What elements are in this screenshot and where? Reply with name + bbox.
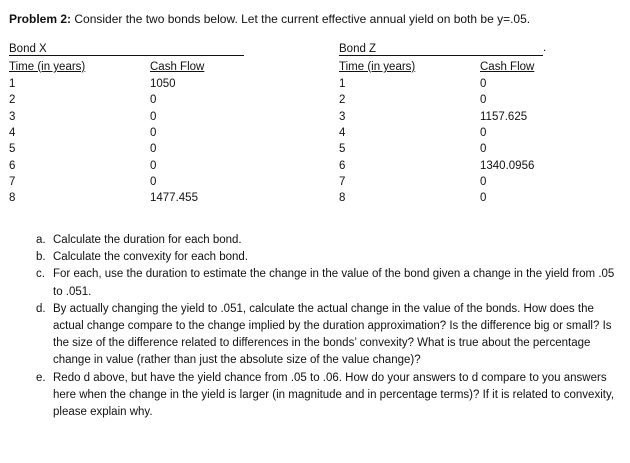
problem-text: Consider the two bonds below. Let the current effective annual yield on both be y=.05. xyxy=(71,12,531,26)
bond-z-time-cell: 8 xyxy=(339,192,346,205)
bond-z-cash-cell: 0 xyxy=(480,94,487,107)
bond-z-title: Bond Z xyxy=(339,43,377,55)
bond-x-title: Bond X xyxy=(9,43,47,55)
bond-x-cash-cell: 0 xyxy=(150,110,157,123)
bond-x-time-cell: 8 xyxy=(9,192,16,205)
question-letter: d. xyxy=(36,302,46,315)
bond-x-cash-cell: 0 xyxy=(150,126,157,139)
bond-x-cash-cell: 0 xyxy=(150,94,157,107)
bond-x-cash-cell: 1050 xyxy=(150,78,176,90)
bond-x-time-cell: 5 xyxy=(9,143,16,156)
question-text: Calculate the convexity for each bond. xyxy=(53,251,248,264)
bond-x-cash-cell: 1477.455 xyxy=(150,192,198,205)
question-text: For each, use the duration to estimate the change in the value of the bond given a change in the yield from .05 to .051. xyxy=(53,268,615,298)
bond-z-time-cell: 5 xyxy=(339,143,346,156)
bond-x-time-cell: 4 xyxy=(9,126,16,139)
bond-x-cash-cell: 0 xyxy=(150,159,157,172)
bond-z-rule xyxy=(339,55,543,56)
bond-x-rule xyxy=(9,55,244,56)
bond-z-time-cell: 3 xyxy=(339,110,346,123)
bond-z-cash-cell: 1340.0956 xyxy=(480,159,535,172)
question-item xyxy=(36,301,622,370)
question-letter: b. xyxy=(36,251,46,264)
bond-z-cash-cell: 1157.625 xyxy=(480,110,528,123)
bond-z-trailing-mark: . xyxy=(543,42,547,54)
bond-z-time-header: Time (in years) xyxy=(339,61,416,73)
problem-label: Problem 2: xyxy=(9,12,72,26)
question-letter: e. xyxy=(36,371,46,384)
bond-z-time-cell: 6 xyxy=(339,159,346,172)
bond-z-time-cell: 2 xyxy=(339,94,346,107)
question-item xyxy=(36,232,622,249)
bond-x-time-header: Time (in years) xyxy=(9,61,86,73)
bond-x-cash-cell: 0 xyxy=(150,175,157,188)
bond-z-cash-cell: 0 xyxy=(480,126,487,139)
bond-z-cash-cell: 0 xyxy=(480,175,487,188)
bond-x-time-cell: 7 xyxy=(9,175,16,188)
bond-z-cash-cell: 0 xyxy=(480,78,487,90)
question-item xyxy=(36,249,622,266)
question-text: Redo d above, but have the yield chance from .05 to .06. How do your answers to d compare to you answers here when the change in the yield is larger (in magnitude and in percentage terms)? If it is related to convexity, please explain why. xyxy=(53,371,615,419)
question-list xyxy=(36,232,622,421)
bond-z-time-cell: 7 xyxy=(339,175,346,188)
bond-z-cash-cell: 0 xyxy=(480,192,487,205)
problem-statement xyxy=(9,12,530,26)
bond-x-time-cell: 3 xyxy=(9,110,16,123)
bond-x-cash-cell: 0 xyxy=(150,143,157,156)
question-letter: c. xyxy=(36,268,45,281)
bond-x-time-cell: 2 xyxy=(9,94,16,107)
bond-z-time-cell: 1 xyxy=(339,78,346,90)
bond-x-cash-header: Cash Flow xyxy=(150,61,205,73)
question-text: By actually changing the yield to .051, calculate the actual change in the value of the bonds. How does the actual change compare to the change implied by the duration approximation? Is the difference big or small? Is the size of the difference related to differences in the bonds’ convexity? What is true about the percentage change in value (rather than just the absolute size of the value change)? xyxy=(53,302,612,367)
question-item xyxy=(36,370,622,422)
bond-z-cash-header: Cash Flow xyxy=(480,61,535,73)
question-letter: a. xyxy=(36,234,46,246)
bond-z-cash-cell: 0 xyxy=(480,143,487,156)
question-item xyxy=(36,266,622,300)
bond-x-time-cell: 6 xyxy=(9,159,16,172)
question-text: Calculate the duration for each bond. xyxy=(53,234,242,246)
bond-x-time-cell: 1 xyxy=(9,78,16,90)
bond-z-time-cell: 4 xyxy=(339,126,346,139)
